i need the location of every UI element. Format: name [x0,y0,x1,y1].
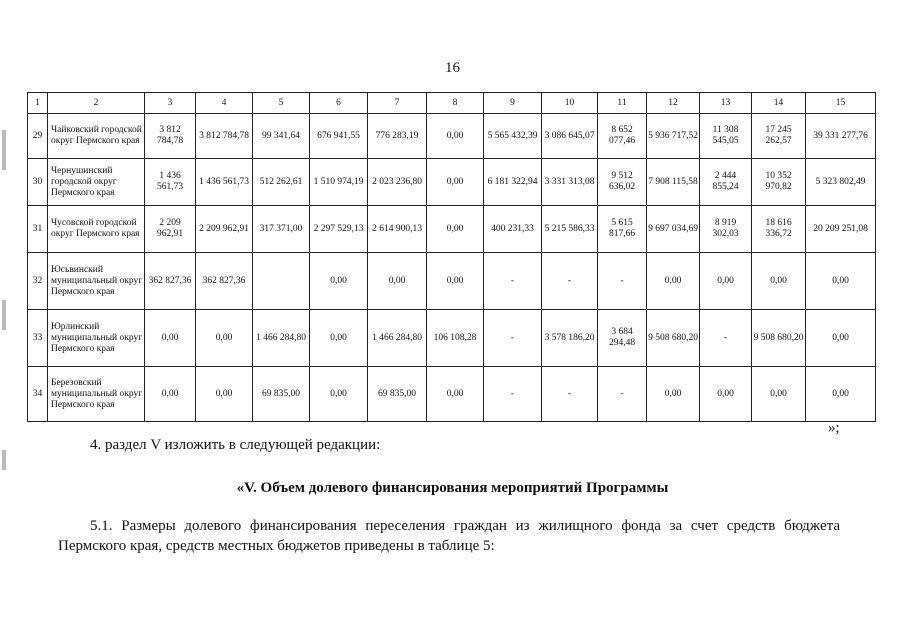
value-cell: 6 181 322,94 [484,159,542,206]
value-cell: 2 209 962,91 [145,206,196,253]
value-cell: - [542,253,598,310]
column-header: 10 [542,93,598,114]
row-number-cell: 33 [28,310,48,367]
column-header: 9 [484,93,542,114]
value-cell: 0,00 [427,367,484,422]
row-number-cell: 34 [28,367,48,422]
value-cell: 0,00 [427,159,484,206]
row-number-cell: 30 [28,159,48,206]
value-cell: 106 108,28 [427,310,484,367]
value-cell: 3 331 313,08 [542,159,598,206]
value-cell: 0,00 [427,253,484,310]
value-cell: 3 684 294,48 [598,310,647,367]
value-cell: 9 508 680,20 [647,310,700,367]
value-cell: 11 308 545,05 [700,114,752,159]
value-cell: 2 444 855,24 [700,159,752,206]
value-cell: 69 835,00 [368,367,427,422]
value-cell: 676 941,55 [310,114,368,159]
value-cell: 9 697 034,69 [647,206,700,253]
value-cell: 3 578 186,20 [542,310,598,367]
value-cell: 1 510 974,19 [310,159,368,206]
municipality-name-cell: Юсьвинский муниципальный округ Пермского края [48,253,145,310]
municipality-name-cell: Чусовской городской округ Пермского края [48,206,145,253]
value-cell: 1 466 284,80 [253,310,310,367]
value-cell: 0,00 [647,367,700,422]
value-cell: 0,00 [145,310,196,367]
value-cell: 9 508 680,20 [752,310,806,367]
value-cell: 7 908 115,58 [647,159,700,206]
value-cell: 0,00 [196,367,253,422]
value-cell: 3 812 784,78 [145,114,196,159]
municipality-name-cell: Березовский муниципальный округ Пермского края [48,367,145,422]
municipality-name-cell: Чернушинский городской округ Пермского края [48,159,145,206]
column-header: 8 [427,93,484,114]
value-cell: 17 245 262,57 [752,114,806,159]
value-cell: 776 283,19 [368,114,427,159]
column-header: 1 [28,93,48,114]
value-cell: 1 436 561,73 [196,159,253,206]
column-header: 6 [310,93,368,114]
value-cell: 5 615 817,66 [598,206,647,253]
municipality-name-cell: Чайковский городской округ Пермского края [48,114,145,159]
value-cell: 8 919 302,03 [700,206,752,253]
section-title: «V. Объем долевого финансирования мероприятий Программы [236,480,669,496]
value-cell: 317 371,00 [253,206,310,253]
scan-edge-mark [2,130,6,170]
value-cell: 8 652 077,46 [598,114,647,159]
value-cell: 2 614 900,13 [368,206,427,253]
value-cell: 0,00 [752,367,806,422]
column-header: 13 [700,93,752,114]
value-cell: - [484,253,542,310]
value-cell: 10 352 970,82 [752,159,806,206]
value-cell: 0,00 [196,310,253,367]
column-header: 15 [806,93,876,114]
column-header: 12 [647,93,700,114]
table-body [28,93,876,422]
column-header: 11 [598,93,647,114]
value-cell: 39 331 277,76 [806,114,876,159]
value-cell: 0,00 [647,253,700,310]
body-paragraph: 5.1. Размеры долевого финансирования переселения граждан из жилищного фонда за счет средств бюджета Пермского края, средств местных бюджетов приведены в таблице 5: [58,518,840,554]
value-cell: - [484,367,542,422]
row-number-cell: 32 [28,253,48,310]
page-number: 16 [445,60,460,76]
value-cell: 1 466 284,80 [368,310,427,367]
value-cell: 0,00 [700,253,752,310]
value-cell: 0,00 [806,253,876,310]
column-header: 7 [368,93,427,114]
table-row [28,253,876,310]
column-header: 2 [48,93,145,114]
value-cell: - [598,253,647,310]
value-cell: 20 209 251,08 [806,206,876,253]
value-cell: 5 936 717,52 [647,114,700,159]
value-cell: 5 565 432,39 [484,114,542,159]
value-cell: 400 231,33 [484,206,542,253]
value-cell: 0,00 [806,367,876,422]
value-cell: 3 812 784,78 [196,114,253,159]
row-number-cell: 29 [28,114,48,159]
value-cell: 512 262,61 [253,159,310,206]
value-cell: 2 023 236,80 [368,159,427,206]
value-cell: 2 297 529,13 [310,206,368,253]
value-cell: 69 835,00 [253,367,310,422]
value-cell: 1 436 561,73 [145,159,196,206]
value-cell: - [542,367,598,422]
value-cell: 0,00 [427,114,484,159]
scan-edge-mark [2,300,6,330]
value-cell: 9 512 636,02 [598,159,647,206]
value-cell: 0,00 [806,310,876,367]
quote-end-mark: »; [828,420,840,436]
value-cell: 362 827,36 [145,253,196,310]
value-cell [253,253,310,310]
value-cell: 0,00 [310,367,368,422]
table-row [28,310,876,367]
table-row [28,206,876,253]
value-cell: 362 827,36 [196,253,253,310]
table-row [28,159,876,206]
value-cell: 0,00 [700,367,752,422]
instruction-text: 4. раздел V изложить в следующей редакции: [90,437,381,453]
value-cell: 2 209 962,91 [196,206,253,253]
value-cell: 0,00 [427,206,484,253]
column-header: 14 [752,93,806,114]
column-header: 5 [253,93,310,114]
scan-edge-mark [2,450,6,470]
row-number-cell: 31 [28,206,48,253]
value-cell: - [700,310,752,367]
table-row [28,367,876,422]
table-row [28,114,876,159]
table-header-row [28,93,876,114]
value-cell: 5 215 586,33 [542,206,598,253]
value-cell: 0,00 [145,367,196,422]
value-cell: 3 086 645,07 [542,114,598,159]
value-cell: 5 323 802,49 [806,159,876,206]
column-header: 4 [196,93,253,114]
value-cell: 0,00 [368,253,427,310]
value-cell: 0,00 [752,253,806,310]
value-cell: - [484,310,542,367]
value-cell: 0,00 [310,310,368,367]
value-cell: 99 341,64 [253,114,310,159]
value-cell: 18 616 336,72 [752,206,806,253]
value-cell: 0,00 [310,253,368,310]
municipality-name-cell: Юрлинский муниципальный округ Пермского края [48,310,145,367]
column-header: 3 [145,93,196,114]
financing-table [27,92,876,422]
value-cell: - [598,367,647,422]
